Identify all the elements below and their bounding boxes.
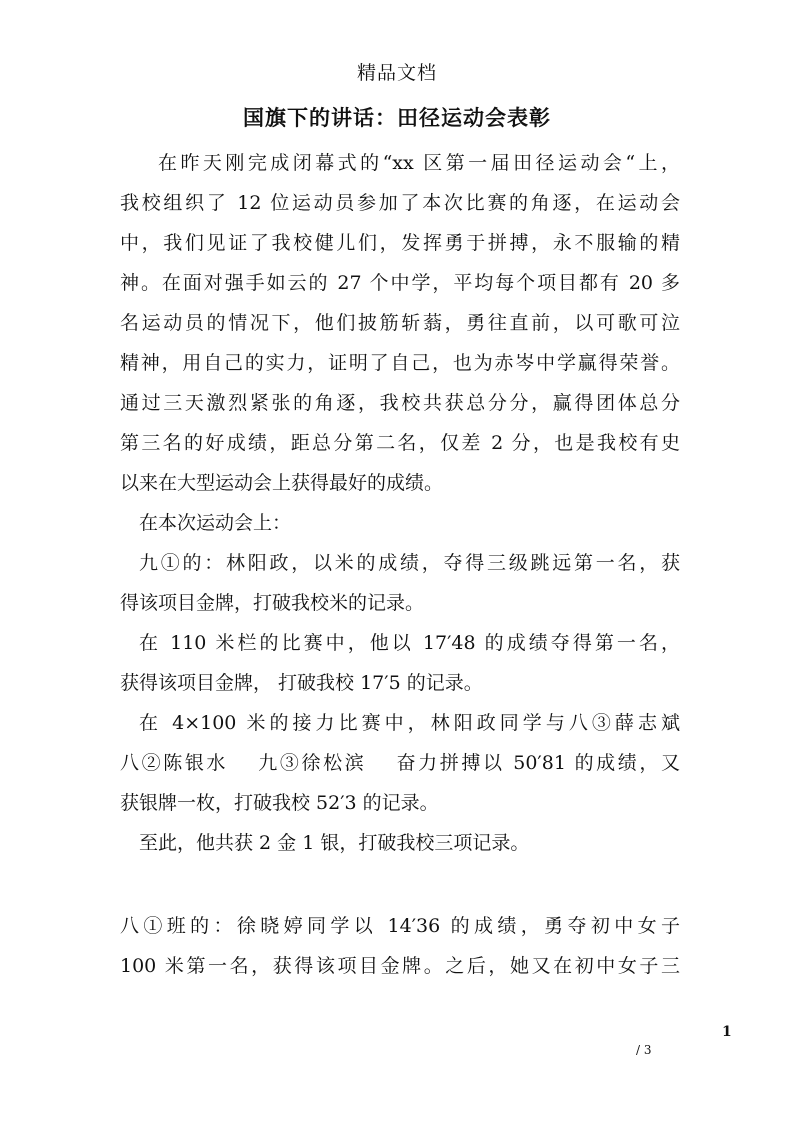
- body-line: 以来在大型运动会上获得最好的成绩。: [120, 472, 444, 494]
- body-line: 得该项目金牌，打破我校米的记录。: [120, 592, 425, 614]
- body-line: 名运动员的情况下，他们披筋斩蓊，勇往直前，以可歌可泣: [120, 312, 680, 334]
- body-line: 神。在面对强手如云的 27 个中学，平均每个项目都有 20 多: [120, 272, 680, 294]
- page-header: 精品文档: [356, 62, 437, 84]
- body-line: 九①的：林阳政，以米的成绩，夺得三级跳远第一名，获: [139, 552, 680, 574]
- blank-line: [120, 863, 680, 906]
- body-line: 中，我们见证了我校健儿们，发挥勇于拼搏，永不服输的精: [120, 232, 680, 254]
- body-line: 在 4×100 米的接力比赛中，林阳政同学与八③薛志斌: [139, 712, 680, 734]
- body-line: 第三名的好成绩，距总分第二名，仅差 2 分，也是我校有史: [120, 432, 680, 454]
- body-line: 八①班的：徐晓婷同学以 14′36 的成绩，勇夺初中女子: [120, 915, 680, 937]
- body-line: 八②陈银水 九③徐松滨 奋力拼搏以 50′81 的成绩，又: [120, 752, 680, 774]
- body-line: 通过三天激烈紧张的角逐，我校共获总分分，赢得团体总分: [120, 392, 680, 414]
- document-title: 国旗下的讲话：田径运动会表彰: [243, 105, 551, 130]
- body-line: 在昨天刚完成闭幕式的“xx 区第一届田径运动会“上，: [158, 152, 680, 174]
- body-line: 我校组织了 12 位运动员参加了本次比赛的角逐，在运动会: [120, 192, 680, 214]
- body-line: 在 110 米栏的比赛中，他以 17′48 的成绩夺得第一名，: [139, 632, 680, 654]
- page-total: / 3: [636, 1043, 652, 1057]
- page-number: 1: [722, 1024, 732, 1040]
- body-line: 至此，他共获 2 金 1 银，打破我校三项记录。: [139, 832, 530, 854]
- body-line: 在本次运动会上：: [139, 512, 292, 534]
- body-line: 100 米第一名，获得该项目金牌。之后，她又在初中女子三: [120, 955, 680, 977]
- body-line: 获银牌一枚，打破我校 52′3 的记录。: [120, 792, 439, 814]
- body-line: 精神，用自己的实力，证明了自己，也为赤岑中学赢得荣誉。: [120, 352, 680, 374]
- body-line: 获得该项目金牌， 打破我校 17′5 的记录。: [120, 672, 483, 694]
- document-body: [120, 143, 680, 986]
